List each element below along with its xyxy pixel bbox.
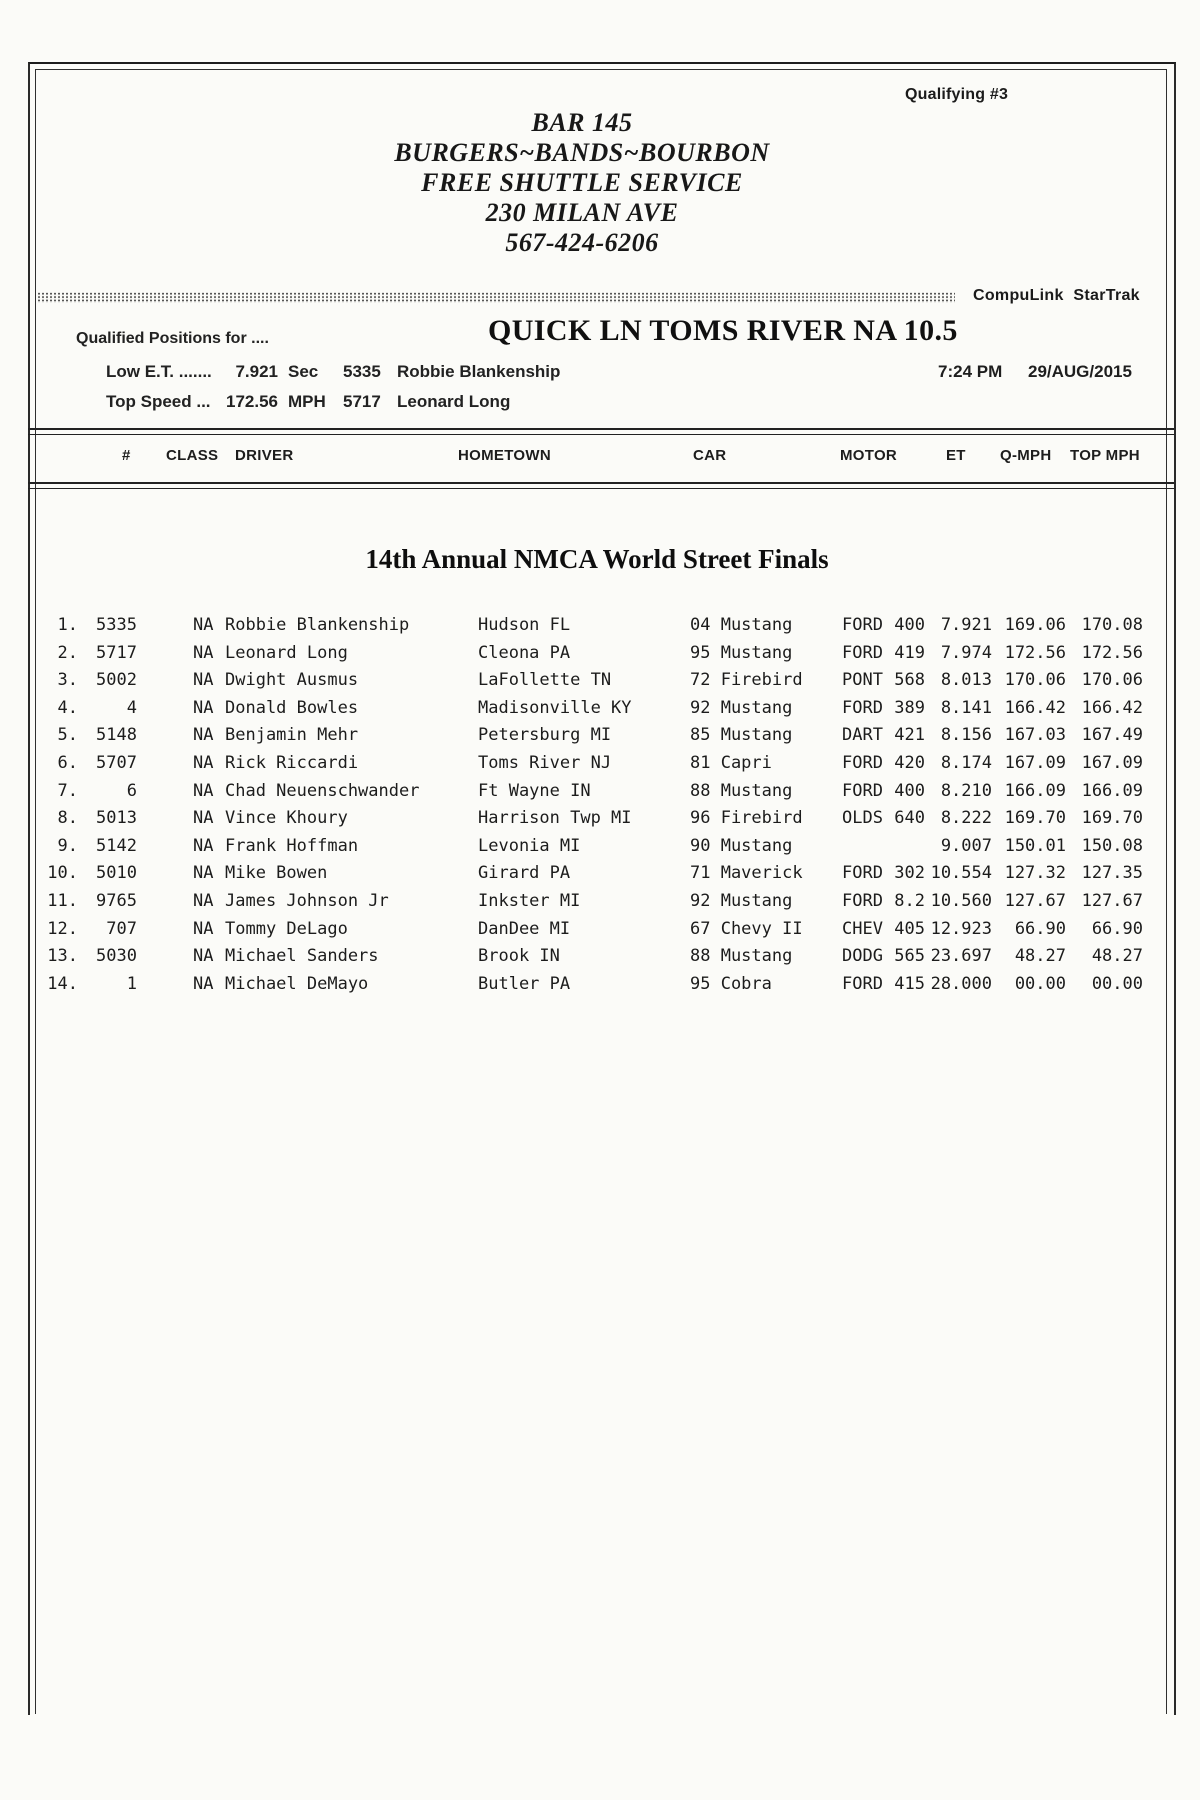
venue-header bbox=[0, 108, 1164, 258]
row-class: NA bbox=[193, 780, 214, 801]
row-driver: James Johnson Jr bbox=[225, 890, 389, 911]
table-row bbox=[0, 751, 1200, 779]
row-hometown: Levonia MI bbox=[478, 835, 581, 856]
row-car: 85 Mustang bbox=[690, 725, 793, 746]
row-class: NA bbox=[193, 615, 214, 635]
row-top-mph: 150.08 bbox=[1081, 835, 1143, 856]
row-position: 3. bbox=[57, 670, 78, 691]
row-motor-make: DODG bbox=[842, 946, 883, 967]
row-car: 96 Firebird bbox=[690, 808, 803, 829]
low-et-line bbox=[0, 362, 1200, 386]
row-motor-make: FORD bbox=[842, 973, 883, 994]
row-driver: Vince Khoury bbox=[225, 808, 348, 829]
row-position: 10. bbox=[47, 863, 78, 884]
row-top-mph: 167.09 bbox=[1081, 752, 1143, 773]
print-date: 29/AUG/2015 bbox=[1028, 362, 1132, 381]
row-motor-make: DART bbox=[842, 725, 883, 746]
row-hometown: Butler PA bbox=[478, 973, 571, 994]
event-title: 14th Annual NMCA World Street Finals bbox=[365, 544, 829, 574]
row-position: 12. bbox=[47, 918, 78, 939]
row-car-number: 4 bbox=[126, 697, 137, 718]
col-header-et: ET bbox=[946, 447, 966, 464]
row-hometown: Petersburg MI bbox=[478, 725, 612, 746]
row-motor-displacement: 400 bbox=[894, 615, 925, 635]
table-row bbox=[0, 641, 1200, 669]
row-et: 10.560 bbox=[930, 890, 992, 911]
row-hometown: Madisonville KY bbox=[478, 697, 632, 718]
table-row bbox=[0, 944, 1200, 972]
row-motor-make: CHEV bbox=[842, 918, 883, 939]
row-motor-make: FORD bbox=[842, 615, 883, 635]
row-class: NA bbox=[193, 863, 214, 884]
row-top-mph: 172.56 bbox=[1081, 642, 1143, 663]
row-car-number: 5717 bbox=[96, 642, 137, 663]
row-position: 13. bbox=[47, 946, 78, 967]
row-class: NA bbox=[193, 752, 214, 773]
col-header-hometown: HOMETOWN bbox=[458, 447, 551, 464]
low-et-car-number: 5335 bbox=[343, 362, 381, 381]
row-car: 04 Mustang bbox=[690, 615, 793, 635]
results-table-body bbox=[0, 613, 1200, 999]
low-et-value: 7.921 bbox=[235, 362, 278, 381]
qualifying-session-label: Qualifying #3 bbox=[905, 86, 1009, 103]
row-hometown: Toms River NJ bbox=[478, 752, 612, 773]
row-et: 7.921 bbox=[940, 615, 992, 635]
row-motor-displacement: 565 bbox=[894, 946, 925, 967]
row-driver: Michael Sanders bbox=[225, 946, 379, 967]
row-car-number: 9765 bbox=[96, 890, 137, 911]
row-car-number: 5148 bbox=[96, 725, 137, 746]
row-class: NA bbox=[193, 918, 214, 939]
row-motor-displacement: 405 bbox=[894, 918, 925, 939]
row-motor-make: FORD bbox=[842, 780, 883, 801]
row-q-mph: 166.09 bbox=[1004, 780, 1066, 801]
col-header-motor: MOTOR bbox=[840, 447, 898, 464]
top-speed-label: Top Speed ... bbox=[106, 392, 211, 411]
table-row bbox=[0, 806, 1200, 834]
table-row bbox=[0, 917, 1200, 945]
row-top-mph: 00.00 bbox=[1091, 973, 1143, 994]
row-q-mph: 127.32 bbox=[1004, 863, 1066, 884]
venue-address: 230 MILAN AVE bbox=[485, 198, 679, 227]
venue-phone: 567-424-6206 bbox=[505, 228, 659, 257]
header-rule-top bbox=[28, 428, 1174, 435]
row-q-mph: 150.01 bbox=[1004, 835, 1066, 856]
row-motor-displacement: 420 bbox=[894, 752, 925, 773]
col-header-qmph: Q-MPH bbox=[1000, 447, 1052, 464]
row-et: 8.222 bbox=[940, 808, 992, 829]
row-position: 11. bbox=[47, 890, 78, 911]
top-speed-line bbox=[0, 392, 1200, 416]
class-title: QUICK LN TOMS RIVER NA 10.5 bbox=[488, 314, 958, 347]
row-top-mph: 167.49 bbox=[1081, 725, 1143, 746]
row-position: 9. bbox=[57, 835, 78, 856]
row-car-number: 5002 bbox=[96, 670, 137, 691]
row-motor-make: FORD bbox=[842, 890, 883, 911]
table-row bbox=[0, 723, 1200, 751]
row-driver: Leonard Long bbox=[225, 642, 348, 663]
row-position: 5. bbox=[57, 725, 78, 746]
row-q-mph: 169.70 bbox=[1004, 808, 1066, 829]
row-position: 7. bbox=[57, 780, 78, 801]
low-et-driver: Robbie Blankenship bbox=[397, 362, 561, 381]
col-header-topmph: TOP MPH bbox=[1070, 447, 1140, 464]
row-motor-displacement: 400 bbox=[894, 780, 925, 801]
row-class: NA bbox=[193, 973, 214, 994]
row-motor-make: OLDS bbox=[842, 808, 883, 829]
row-et: 8.210 bbox=[940, 780, 992, 801]
row-top-mph: 166.42 bbox=[1081, 697, 1143, 718]
table-row bbox=[0, 613, 1200, 641]
row-car: 72 Firebird bbox=[690, 670, 803, 691]
row-class: NA bbox=[193, 946, 214, 967]
row-position: 4. bbox=[57, 697, 78, 718]
dotted-separator bbox=[37, 292, 955, 303]
print-time: 7:24 PM bbox=[938, 362, 1003, 381]
venue-name: BAR 145 bbox=[531, 108, 633, 137]
row-motor-make: FORD bbox=[842, 752, 883, 773]
row-et: 8.174 bbox=[940, 752, 992, 773]
top-speed-car-number: 5717 bbox=[343, 392, 381, 411]
row-motor-displacement: 568 bbox=[894, 670, 925, 691]
row-car: 88 Mustang bbox=[690, 780, 793, 801]
row-car: 95 Mustang bbox=[690, 642, 793, 663]
table-row bbox=[0, 668, 1200, 696]
row-car-number: 5707 bbox=[96, 752, 137, 773]
row-class: NA bbox=[193, 808, 214, 829]
col-header-driver: DRIVER bbox=[235, 447, 294, 464]
table-row bbox=[0, 834, 1200, 862]
row-position: 6. bbox=[57, 752, 78, 773]
row-position: 1. bbox=[57, 615, 78, 635]
col-header-class: CLASS bbox=[166, 447, 219, 464]
row-hometown: Harrison Twp MI bbox=[478, 808, 632, 829]
row-q-mph: 166.42 bbox=[1004, 697, 1066, 718]
row-motor-make: FORD bbox=[842, 642, 883, 663]
top-speed-unit: MPH bbox=[288, 392, 326, 411]
row-car-number: 1 bbox=[126, 973, 137, 994]
row-position: 8. bbox=[57, 808, 78, 829]
row-motor-displacement: 421 bbox=[894, 725, 925, 746]
row-hometown: Girard PA bbox=[478, 863, 571, 884]
top-speed-value: 172.56 bbox=[226, 392, 278, 411]
row-class: NA bbox=[193, 670, 214, 691]
row-car-number: 5010 bbox=[96, 863, 137, 884]
row-driver: Donald Bowles bbox=[225, 697, 359, 718]
row-et: 10.554 bbox=[930, 863, 992, 884]
row-q-mph: 66.90 bbox=[1014, 918, 1066, 939]
row-car: 81 Capri bbox=[690, 752, 772, 773]
low-et-unit: Sec bbox=[288, 362, 319, 381]
row-motor-make: FORD bbox=[842, 697, 883, 718]
row-et: 23.697 bbox=[930, 946, 992, 967]
row-top-mph: 170.08 bbox=[1081, 615, 1143, 635]
row-motor-displacement: 419 bbox=[894, 642, 925, 663]
qualified-positions-label: Qualified Positions for .... bbox=[76, 330, 269, 347]
row-class: NA bbox=[193, 697, 214, 718]
row-motor-make: PONT bbox=[842, 670, 883, 691]
row-car-number: 5030 bbox=[96, 946, 137, 967]
row-q-mph: 127.67 bbox=[1004, 890, 1066, 911]
row-top-mph: 169.70 bbox=[1081, 808, 1143, 829]
row-et: 7.974 bbox=[940, 642, 992, 663]
row-q-mph: 172.56 bbox=[1004, 642, 1066, 663]
row-driver: Dwight Ausmus bbox=[225, 670, 359, 691]
row-hometown: LaFollette TN bbox=[478, 670, 612, 691]
row-car: 95 Cobra bbox=[690, 973, 772, 994]
row-motor-displacement: 8.2 bbox=[894, 890, 925, 911]
row-q-mph: 169.06 bbox=[1004, 615, 1066, 635]
row-motor-displacement: 389 bbox=[894, 697, 925, 718]
row-q-mph: 167.09 bbox=[1004, 752, 1066, 773]
row-q-mph: 170.06 bbox=[1004, 670, 1066, 691]
row-et: 8.141 bbox=[940, 697, 992, 718]
row-hometown: DanDee MI bbox=[478, 918, 571, 939]
row-car-number: 707 bbox=[106, 918, 137, 939]
row-top-mph: 170.06 bbox=[1081, 670, 1143, 691]
row-hometown: Cleona PA bbox=[478, 642, 571, 663]
row-q-mph: 167.03 bbox=[1004, 725, 1066, 746]
row-class: NA bbox=[193, 642, 214, 663]
row-car: 92 Mustang bbox=[690, 890, 793, 911]
table-row bbox=[0, 779, 1200, 807]
row-car-number: 6 bbox=[126, 780, 137, 801]
low-et-label: Low E.T. ....... bbox=[106, 362, 212, 381]
row-driver: Rick Riccardi bbox=[225, 752, 359, 773]
table-row bbox=[0, 889, 1200, 917]
row-car-number: 5013 bbox=[96, 808, 137, 829]
row-motor-displacement: 415 bbox=[894, 973, 925, 994]
header-rule-bottom bbox=[28, 482, 1174, 489]
table-row bbox=[0, 861, 1200, 889]
row-driver: Robbie Blankenship bbox=[225, 615, 410, 635]
row-et: 9.007 bbox=[940, 835, 992, 856]
row-driver: Benjamin Mehr bbox=[225, 725, 359, 746]
row-hometown: Brook IN bbox=[478, 946, 560, 967]
venue-service: FREE SHUTTLE SERVICE bbox=[421, 168, 743, 197]
row-driver: Tommy DeLago bbox=[225, 918, 348, 939]
row-car: 67 Chevy II bbox=[690, 918, 803, 939]
row-top-mph: 166.09 bbox=[1081, 780, 1143, 801]
row-hometown: Hudson FL bbox=[478, 615, 571, 635]
top-speed-driver: Leonard Long bbox=[397, 392, 511, 411]
row-hometown: Inkster MI bbox=[478, 890, 581, 911]
row-driver: Mike Bowen bbox=[225, 863, 328, 884]
row-class: NA bbox=[193, 725, 214, 746]
row-top-mph: 66.90 bbox=[1091, 918, 1143, 939]
row-car-number: 5142 bbox=[96, 835, 137, 856]
row-et: 8.013 bbox=[940, 670, 992, 691]
timing-system-label: CompuLink StarTrak bbox=[973, 287, 1140, 304]
row-driver: Chad Neuenschwander bbox=[225, 780, 420, 801]
row-hometown: Ft Wayne IN bbox=[478, 780, 591, 801]
col-header-car: CAR bbox=[693, 447, 727, 464]
row-car: 71 Maverick bbox=[690, 863, 803, 884]
row-driver: Michael DeMayo bbox=[225, 973, 369, 994]
row-et: 12.923 bbox=[930, 918, 992, 939]
row-car: 90 Mustang bbox=[690, 835, 793, 856]
row-top-mph: 127.35 bbox=[1081, 863, 1143, 884]
table-row bbox=[0, 696, 1200, 724]
row-top-mph: 48.27 bbox=[1091, 946, 1143, 967]
row-q-mph: 48.27 bbox=[1014, 946, 1066, 967]
row-class: NA bbox=[193, 835, 214, 856]
row-driver: Frank Hoffman bbox=[225, 835, 359, 856]
row-q-mph: 00.00 bbox=[1014, 973, 1066, 994]
row-position: 2. bbox=[57, 642, 78, 663]
row-class: NA bbox=[193, 890, 214, 911]
row-et: 28.000 bbox=[930, 973, 992, 994]
table-row bbox=[0, 972, 1200, 1000]
row-motor-displacement: 640 bbox=[894, 808, 925, 829]
row-motor-displacement: 302 bbox=[894, 863, 925, 884]
venue-tagline: BURGERS~BANDS~BOURBON bbox=[394, 138, 770, 167]
row-top-mph: 127.67 bbox=[1081, 890, 1143, 911]
row-car: 92 Mustang bbox=[690, 697, 793, 718]
col-header-position: # bbox=[122, 447, 131, 464]
row-car: 88 Mustang bbox=[690, 946, 793, 967]
row-et: 8.156 bbox=[940, 725, 992, 746]
row-position: 14. bbox=[47, 973, 78, 994]
row-car-number: 5335 bbox=[96, 615, 137, 635]
row-motor-make: FORD bbox=[842, 863, 883, 884]
